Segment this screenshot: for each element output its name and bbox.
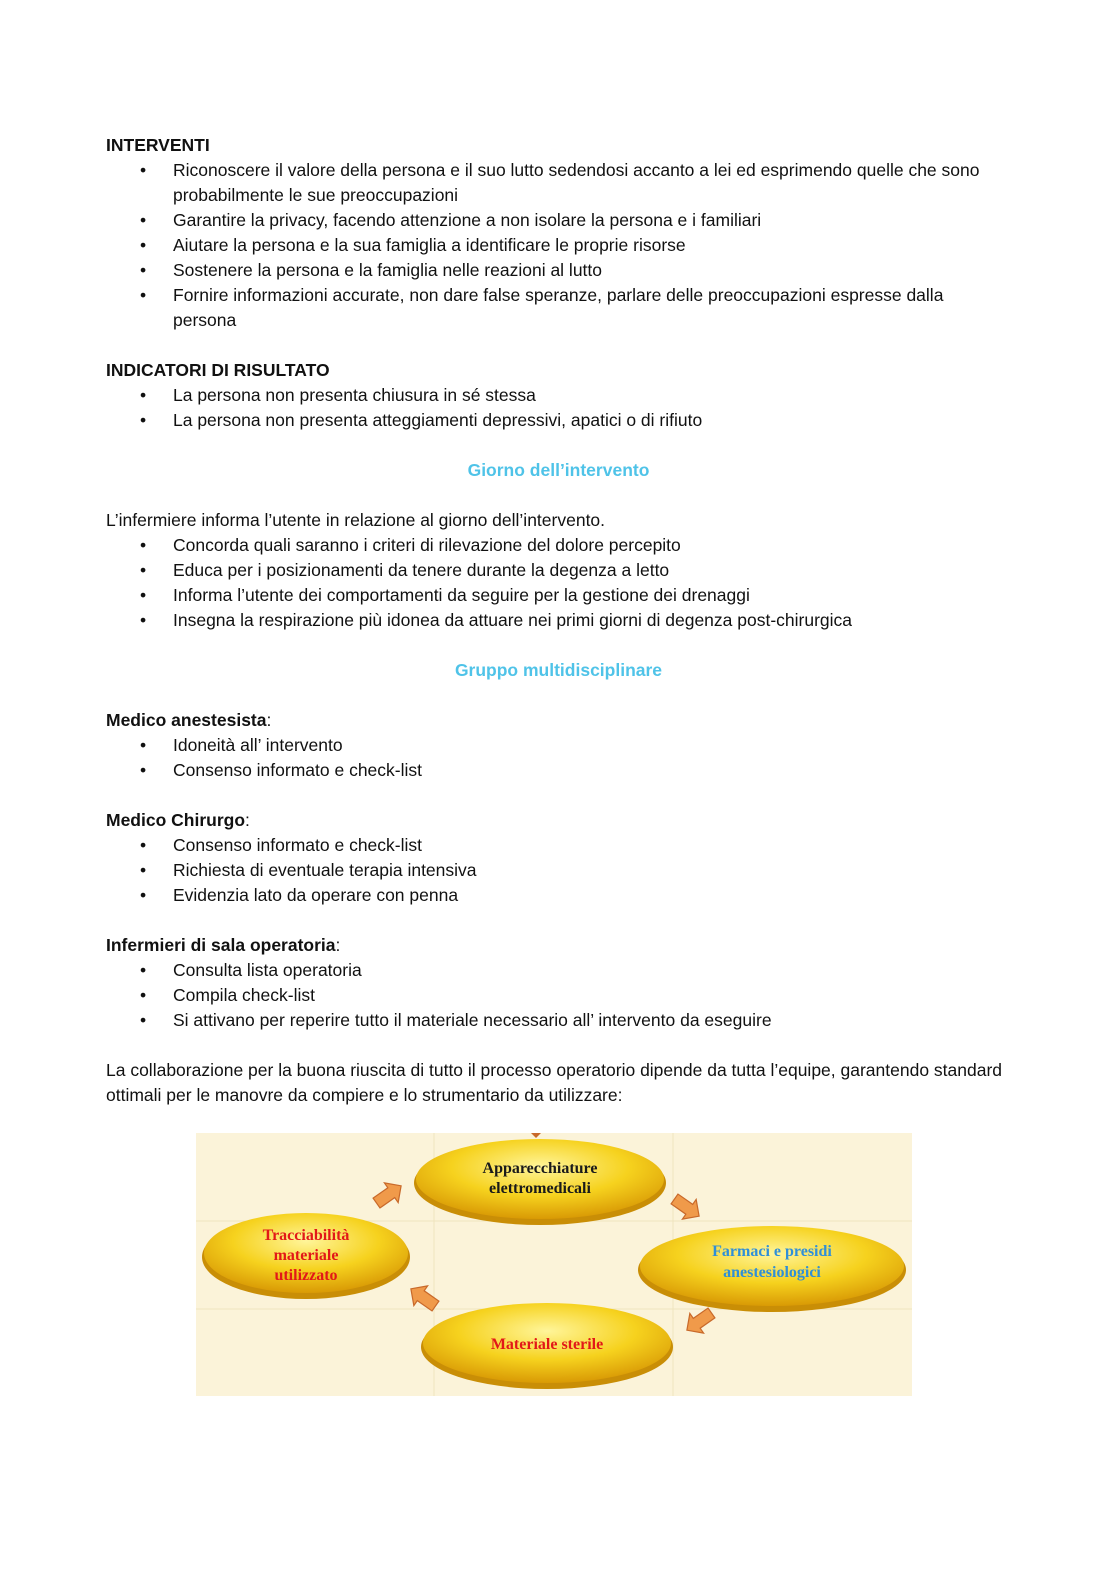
list-item: • Sostenere la persona e la famiglia nelle reazioni al lutto: [106, 258, 1011, 283]
list-item: • Consenso informato e check-list: [106, 758, 1011, 783]
chirurgo-heading: [106, 808, 1011, 833]
gruppo-title: Gruppo multidisciplinare: [454, 660, 663, 680]
giorno-list: [106, 533, 1011, 633]
top-arrow-tip-icon: [531, 1133, 541, 1138]
list-item: • Richiesta di eventuale terapia intensiva: [106, 858, 1011, 883]
list-item: • Riconoscere il valore della persona e il suo lutto sedendosi accanto a lei ed esprimendo quelle che sono probabilmente le sue preoccupazioni: [106, 158, 1011, 208]
chirurgo-label: Medico Chirurgo: [106, 810, 246, 830]
top-ellipse: [416, 1139, 664, 1219]
list-item: • La persona non presenta atteggiamenti depressivi, apatici o di rifiuto: [106, 408, 1011, 433]
interventi-list: [106, 158, 1011, 333]
diagram-top-line1: Apparecchiature: [482, 1160, 598, 1177]
list-item: • Informa l’utente dei comportamenti da seguire per la gestione dei drenaggi: [106, 583, 1011, 608]
arrow-right-icon: [370, 1176, 408, 1213]
conclusione-paragraph: La collaborazione per la buona riuscita di tutto il processo operatorio dipende da tutta l’equipe, garantendo standard ottimali per le manovre da compiere e lo strumentario da utilizzare:: [106, 1060, 1003, 1105]
diagram-right-line2: anestesiologici: [723, 1264, 821, 1281]
diagram-bottom-line1: Materiale sterile: [490, 1336, 604, 1353]
anestesista-label: Medico anestesista: [106, 710, 267, 730]
document-body: [106, 133, 1011, 1108]
list-item: • Educa per i posizionamenti da tenere durante la degenza a letto: [106, 558, 1011, 583]
list-item: • Compila check-list: [106, 983, 1011, 1008]
list-item: • Evidenzia lato da operare con penna: [106, 883, 1011, 908]
diagram-right-line1: Farmaci e presidi: [712, 1243, 832, 1260]
anestesista-list: [106, 733, 1011, 783]
operating-process-diagram: [196, 1133, 912, 1396]
colon: :: [266, 710, 272, 730]
list-item: • Consenso informato e check-list: [106, 833, 1011, 858]
list-item: • Consulta lista operatoria: [106, 958, 1011, 983]
list-item: • Fornire informazioni accurate, non dare false speranze, parlare delle preoccupazioni espresse dalla persona: [106, 283, 1011, 333]
colon: :: [245, 810, 250, 830]
indicatori-heading: INDICATORI DI RISULTATO: [106, 360, 330, 380]
infermieri-heading: [106, 933, 1011, 958]
list-item: • Concorda quali saranno i criteri di rilevazione del dolore percepito: [106, 533, 1011, 558]
infermieri-list: [106, 958, 1011, 1033]
arrow-left-icon: [404, 1279, 442, 1316]
list-item: • Si attivano per reperire tutto il materiale necessario all’ intervento da eseguire: [106, 1008, 1011, 1033]
colon: :: [335, 935, 341, 955]
giorno-title: Giorno dell’intervento: [467, 460, 650, 480]
diagram-left-line1: Tracciabilità: [262, 1227, 350, 1244]
list-item: • Garantire la privacy, facendo attenzione a non isolare la persona e i familiari: [106, 208, 1011, 233]
diagram-top-line2: elettromedicali: [489, 1180, 591, 1197]
chirurgo-list: [106, 833, 1011, 908]
list-item: • Insegna la respirazione più idonea da attuare nei primi giorni di degenza post-chirurgica: [106, 608, 1011, 633]
list-item: • Aiutare la persona e la sua famiglia a identificare le proprie risorse: [106, 233, 1011, 258]
diagram-left-line3: utilizzato: [274, 1267, 338, 1284]
diagram-left-line2: materiale: [273, 1247, 339, 1264]
interventi-heading: INTERVENTI: [106, 135, 210, 155]
indicatori-list: [106, 383, 1011, 433]
giorno-intro: L’infermiere informa l’utente in relazione al giorno dell’intervento.: [106, 510, 606, 530]
anestesista-heading: [106, 708, 1011, 733]
infermieri-label: Infermieri di sala operatoria: [106, 935, 336, 955]
list-item: • La persona non presenta chiusura in sé stessa: [106, 383, 1011, 408]
list-item: • Idoneità all’ intervento: [106, 733, 1011, 758]
